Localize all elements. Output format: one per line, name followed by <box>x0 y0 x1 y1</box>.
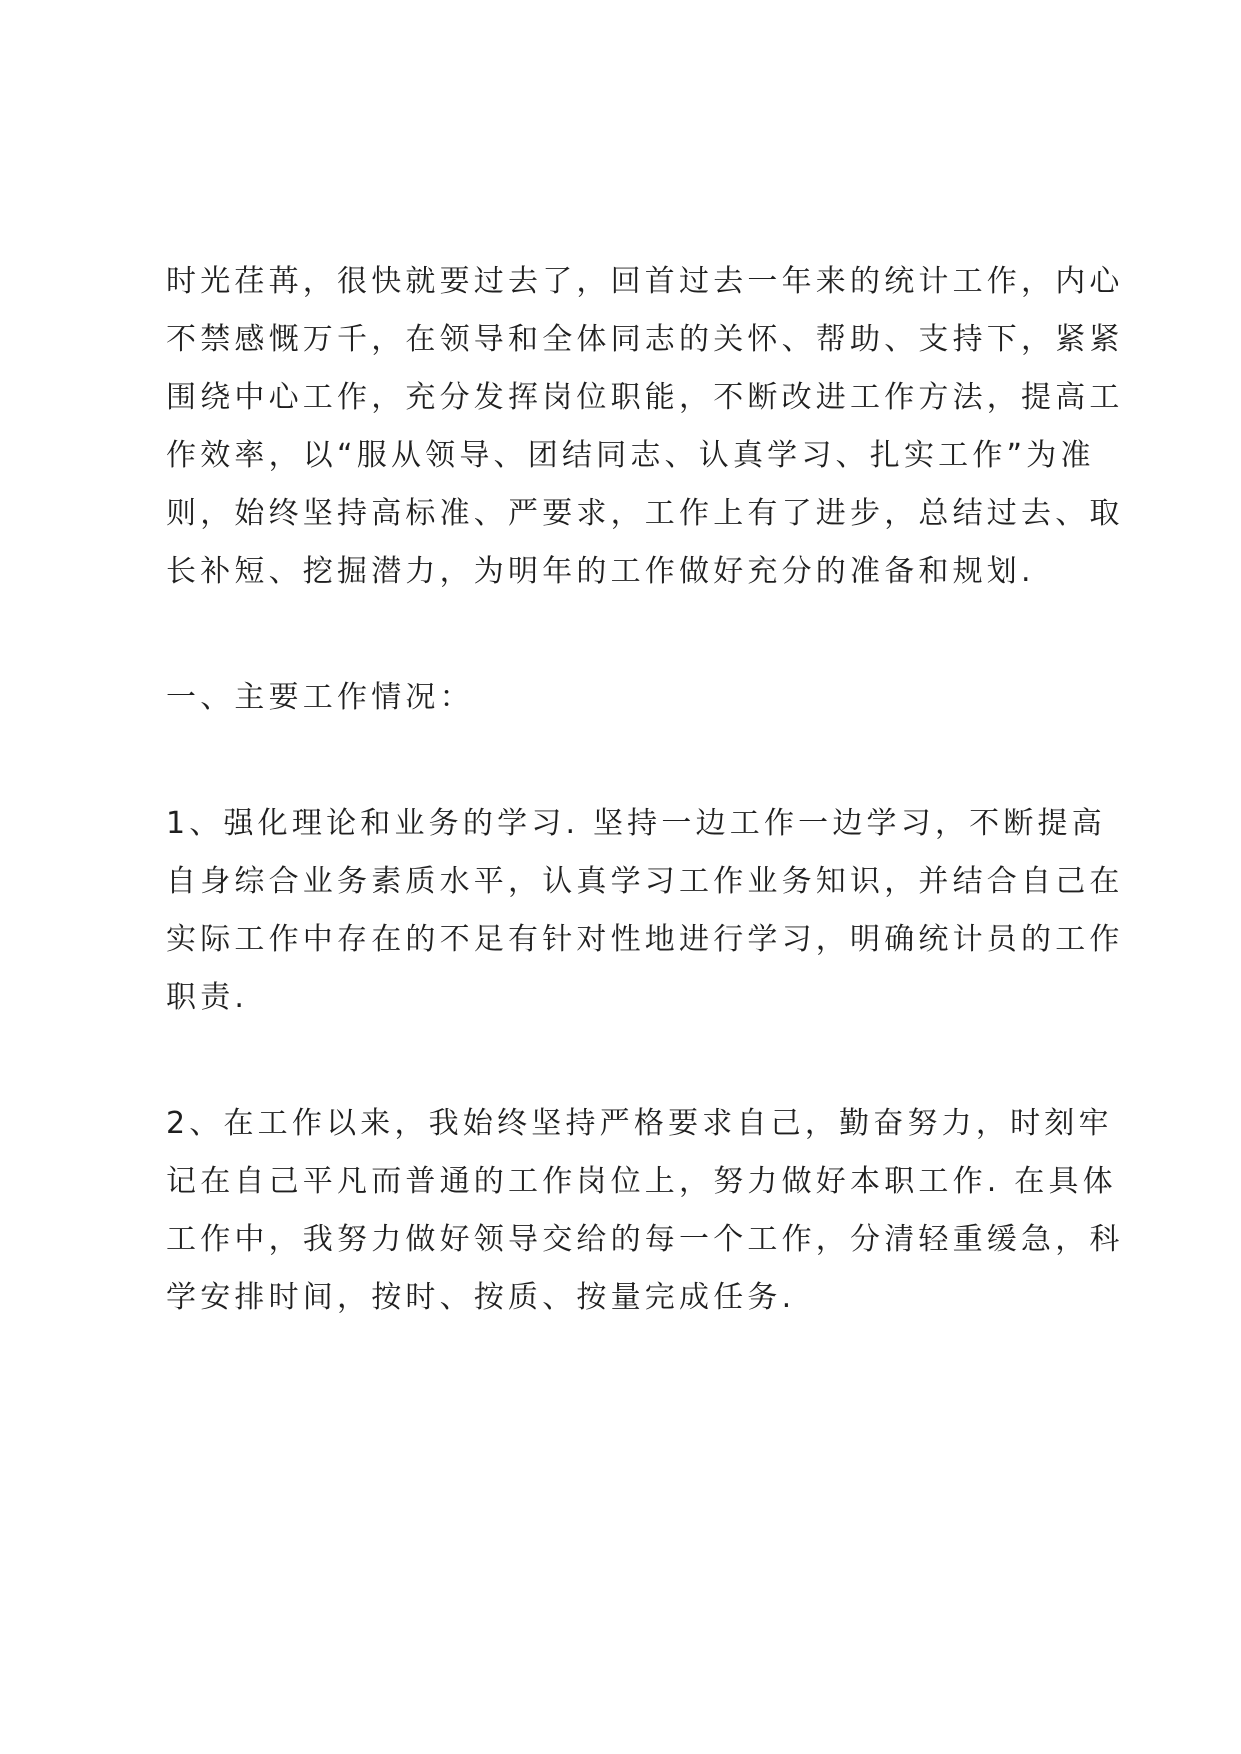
item1-line: 1、强化理论和业务的学习. 坚持一边工作一边学习，不断提高 <box>166 806 1106 841</box>
item1-line: 实际工作中存在的不足有针对性地进行学习，明确统计员的工作 <box>166 922 1124 957</box>
intro-line: 长补短、挖掘潜力，为明年的工作做好充分的准备和规划. <box>166 554 1035 589</box>
section-heading: 一、主要工作情况： <box>166 680 474 715</box>
item1-line: 自身综合业务素质水平，认真学习工作业务知识，并结合自己在 <box>166 864 1124 899</box>
item2-line: 记在自己平凡而普通的工作岗位上，努力做好本职工作. 在具体 <box>166 1164 1117 1199</box>
item2-line: 学安排时间，按时、按质、按量完成任务. <box>166 1280 796 1315</box>
item2-line: 工作中，我努力做好领导交给的每一个工作，分清轻重缓急，科 <box>166 1222 1124 1257</box>
intro-line: 围绕中心工作，充分发挥岗位职能，不断改进工作方法，提高工 <box>166 380 1124 415</box>
intro-line: 时光荏苒，很快就要过去了，回首过去一年来的统计工作，内心 <box>166 264 1124 299</box>
intro-line: 作效率，以“服从领导、团结同志、认真学习、扎实工作”为准 <box>166 438 1095 473</box>
item2-line: 2、在工作以来，我始终坚持严格要求自己，勤奋努力，时刻牢 <box>166 1106 1113 1141</box>
intro-line: 则，始终坚持高标准、严要求，工作上有了进步，总结过去、取 <box>166 496 1124 531</box>
item1-line: 职责. <box>166 980 249 1015</box>
intro-line: 不禁感慨万千，在领导和全体同志的关怀、帮助、支持下，紧紧 <box>166 322 1124 357</box>
